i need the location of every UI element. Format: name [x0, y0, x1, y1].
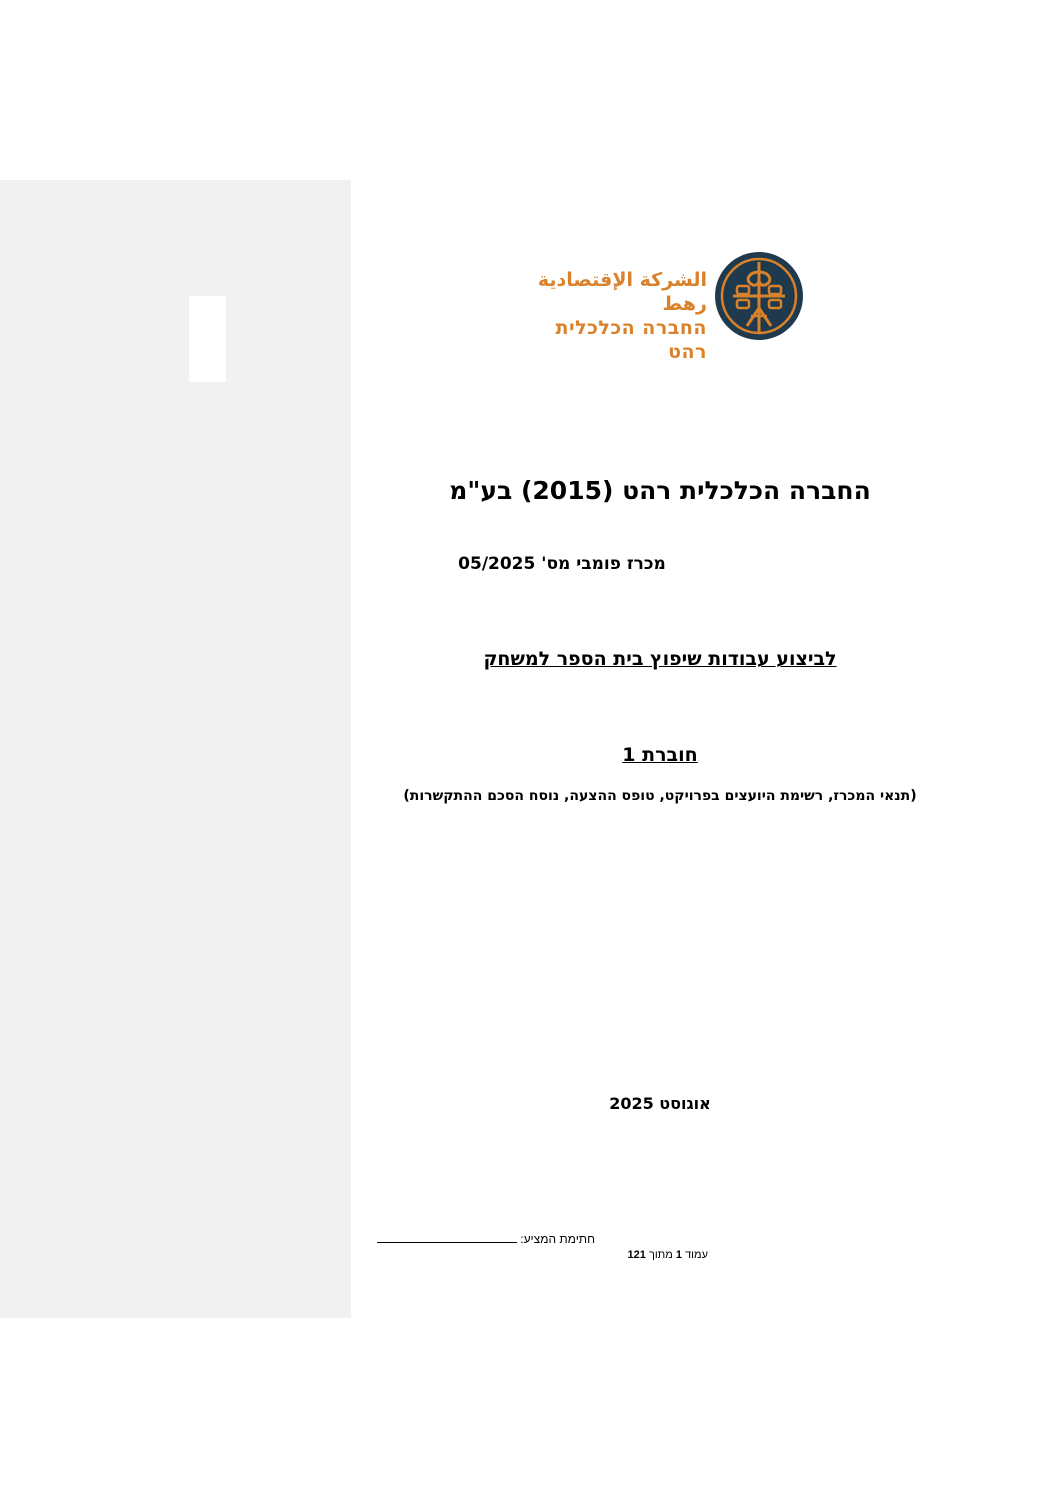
booklet-number: חוברת 1: [622, 744, 698, 766]
page-prefix: עמוד: [685, 1249, 708, 1261]
tender-number: מכרז פומבי מס' 05/2025: [458, 554, 666, 574]
logo-wordmark: [517, 268, 707, 364]
page-middle: מתוך: [648, 1249, 673, 1261]
logo-hebrew-name: החברה הכלכלית רהט: [555, 317, 707, 363]
page-total: 121: [627, 1249, 646, 1261]
company-logo: [520, 250, 805, 363]
tender-subject: לביצוע עבודות שיפוץ בית הספר למשחק: [483, 648, 837, 670]
signature-line: [377, 1232, 517, 1243]
document-date: אוגוסט 2025: [609, 1094, 711, 1113]
page-counter: [560, 1249, 708, 1261]
booklet-contents: (תנאי המכרז, רשימת היועצים בפרויקט, טופס ההצעה, נוסח הסכם ההתקשרות): [403, 788, 917, 804]
signature-label: חתימת המציע:: [520, 1232, 595, 1246]
bidder-signature: [360, 1232, 595, 1246]
side-tab-marker: [189, 296, 226, 382]
document-title: החברה הכלכלית רהט (2015) בע"מ: [449, 476, 871, 505]
logo-arabic-name: الشركة الإقتصادية رهط: [537, 269, 707, 315]
page-current: 1: [675, 1249, 683, 1261]
company-emblem-icon: [713, 250, 805, 342]
side-panel: [0, 180, 351, 1318]
